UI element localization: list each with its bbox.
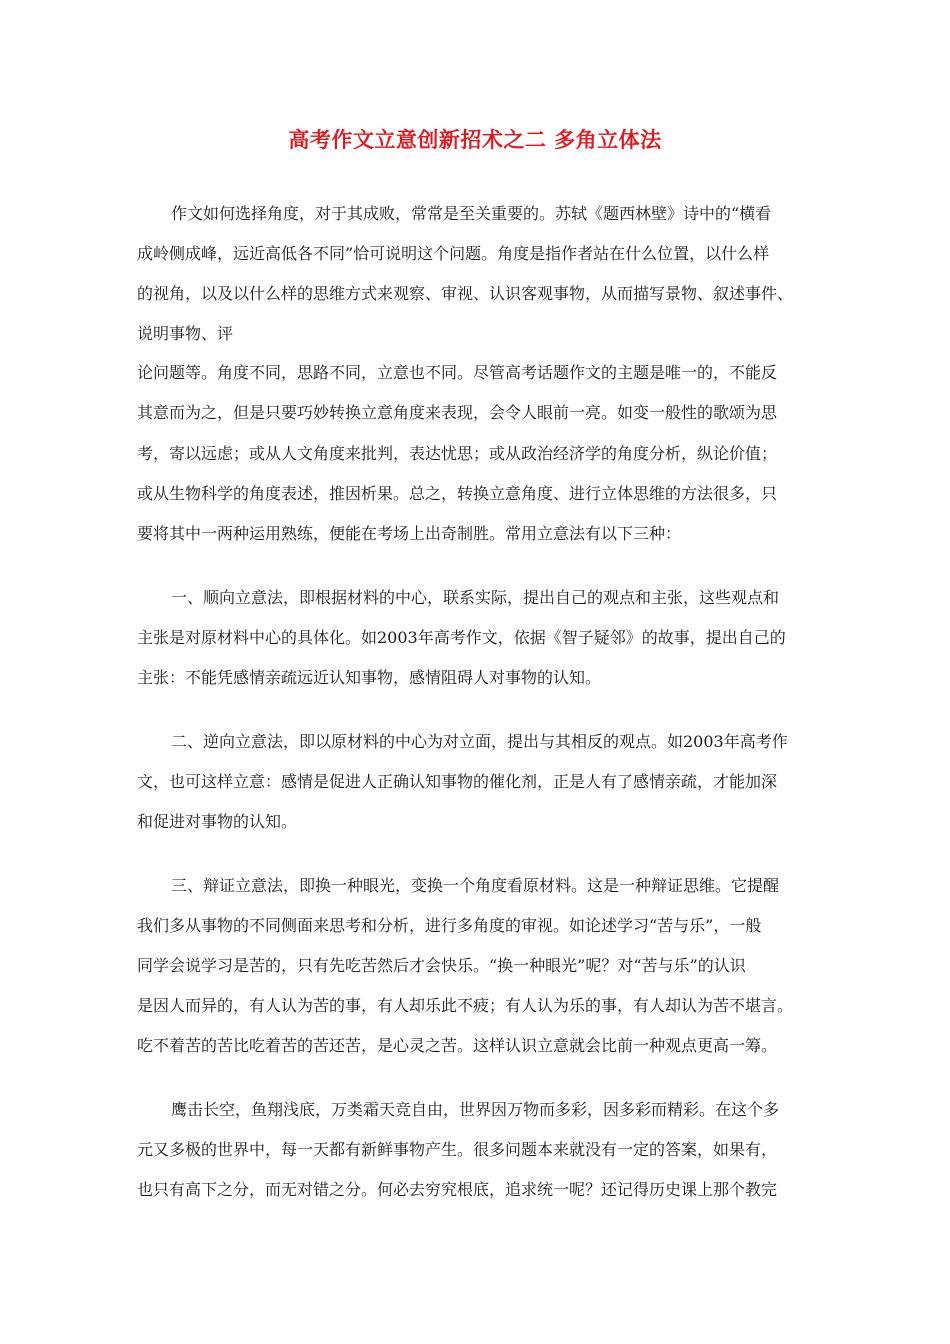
paragraph-line: 我们多从事物的不同侧面来思考和分析，进行多角度的审视。如论述学习“苦与乐”，一般 bbox=[137, 916, 762, 935]
paragraph-line: 鹰击长空，鱼翔浅底，万类霜天竞自由，世界因万物而多彩，因多彩而精彩。在这个多 bbox=[171, 1100, 780, 1119]
paragraph-line: 主张：不能凭感情亲疏远近认知事物，感情阻碍人对事物的认知。 bbox=[137, 668, 602, 687]
paragraph-line: 其意而为之，但是只要巧妙转换立意角度来表现，会令人眼前一亮。如变一般性的歌颂为思 bbox=[137, 403, 778, 422]
paragraph-line: 也只有高下之分，而无对错之分。何必去穷究根底，追求统一呢？还记得历史课上那个教完 bbox=[137, 1180, 778, 1199]
paragraph-line: 和促进对事物的认知。 bbox=[137, 812, 298, 831]
paragraph-line: 的视角，以及以什么样的思维方式来观察、审视、认识客观事物，从而描写景物、叙述事件、 bbox=[137, 284, 794, 303]
paragraph-line: 同学会说学习是苦的，只有先吃苦然后才会快乐。“换一种眼光”呢？对“苦与乐”的认识 bbox=[137, 956, 746, 975]
paragraph-line: 论问题等。角度不同，思路不同，立意也不同。尽管高考话题作文的主题是唯一的，不能反 bbox=[137, 363, 778, 382]
paragraph-line: 是因人而异的，有人认为苦的事，有人却乐此不疲；有人认为乐的事，有人却认为苦不堪言。 bbox=[137, 996, 794, 1015]
paragraph-line: 考，寄以远虑；或从人文角度来批判，表达忧思；或从政治经济学的角度分析，纵论价值； bbox=[137, 444, 778, 463]
document-title: 高考作文立意创新招术之二 多角立体法 bbox=[288, 128, 662, 152]
paragraph-line: 主张是对原材料中心的具体化。如2003年高考作文，依据《智子疑邻》的故事，提出自己的 bbox=[137, 628, 786, 647]
paragraph-line: 一、顺向立意法，即根据材料的中心，联系实际，提出自己的观点和主张，这些观点和 bbox=[171, 588, 780, 607]
paragraph-line: 成岭侧成峰，远近高低各不同”恰可说明这个问题。角度是指作者站在什么位置，以什么样 bbox=[137, 244, 770, 263]
paragraph-line: 文，也可这样立意：感情是促进人正确认知事物的催化剂，正是人有了感情亲疏，才能加深 bbox=[137, 772, 778, 791]
paragraph-line: 作文如何选择角度，对于其成败，常常是至关重要的。苏轼《题西林壁》诗中的“横看 bbox=[171, 204, 772, 223]
paragraph-line: 说明事物、评 bbox=[137, 324, 234, 343]
paragraph-line: 三、辩证立意法，即换一种眼光，变换一个角度看原材料。这是一种辩证思维。它提醒 bbox=[171, 876, 780, 895]
paragraph-line: 元又多极的世界中，每一天都有新鲜事物产生。很多问题本来就没有一定的答案，如果有， bbox=[137, 1140, 778, 1159]
paragraph-line: 要将其中一两种运用熟练，便能在考场上出奇制胜。常用立意法有以下三种： bbox=[137, 524, 682, 543]
paragraph-line: 或从生物科学的角度表述，推因析果。总之，转换立意角度、进行立体思维的方法很多，只 bbox=[137, 484, 778, 503]
paragraph-line: 二、逆向立意法，即以原材料的中心为对立面，提出与其相反的观点。如2003年高考作 bbox=[171, 732, 788, 751]
paragraph-line: 吃不着苦的苦比吃着苦的苦还苦，是心灵之苦。这样认识立意就会比前一种观点更高一筹。 bbox=[137, 1036, 778, 1055]
